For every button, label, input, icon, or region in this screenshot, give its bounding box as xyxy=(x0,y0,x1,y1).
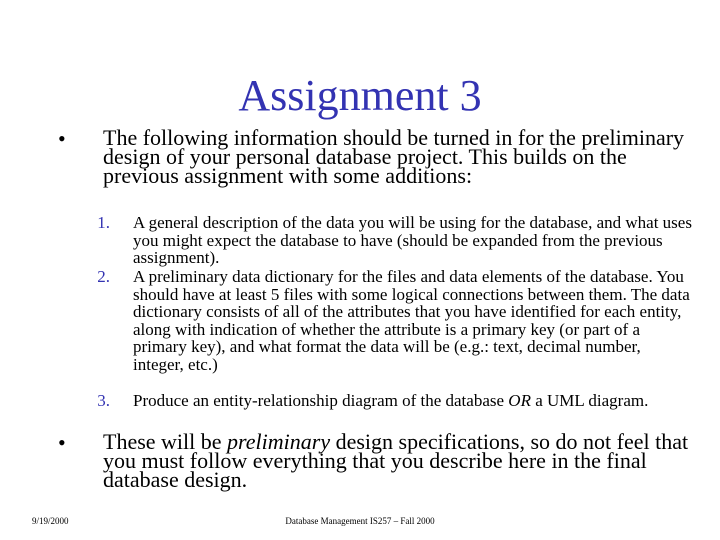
footer-date: 9/19/2000 xyxy=(32,516,69,526)
list-item-3-text-start: Produce an entity-relationship diagram of the database xyxy=(133,391,509,410)
list-item-3-text-end: a UML diagram. xyxy=(530,391,649,410)
list-item-1: A general description of the data you will be using for the database, and what uses you might expect the database to have (should be expanded from the previous assignment). xyxy=(133,213,692,268)
list-item-3-emphasis: OR xyxy=(508,391,531,410)
closing-emphasis: preliminary xyxy=(227,429,331,454)
bullet-marker: • xyxy=(58,126,66,151)
list-item-3 xyxy=(133,392,693,410)
closing-paragraph xyxy=(103,429,693,492)
intro-paragraph: The following information should be turned in for the preliminary design of your personal database project. This builds on the previous assignment with some additions: xyxy=(103,125,685,188)
slide-title: Assignment 3 xyxy=(238,71,482,120)
list-item-2: A preliminary data dictionary for the files and data elements of the database. You should have at least 5 files with some logical connections between them. The data dictionary consists of all of the attributes that you have identified for each entity, along with indication of whether the attribute is a primary key (or part of a primary key), and what format the data will be (e.g.: text, decimal number, integer, etc.) xyxy=(133,267,690,374)
list-number-3: 3. xyxy=(97,391,110,410)
closing-text-end: design specifications, so do not feel that you must follow everything that you describe here in the final database design. xyxy=(103,429,689,492)
closing-text-start: These will be xyxy=(103,429,228,454)
bullet-marker: • xyxy=(58,430,66,455)
list-number-1: 1. xyxy=(97,213,110,232)
list-number-2: 2. xyxy=(97,267,110,286)
footer-course: Database Management IS257 – Fall 2000 xyxy=(285,516,435,526)
